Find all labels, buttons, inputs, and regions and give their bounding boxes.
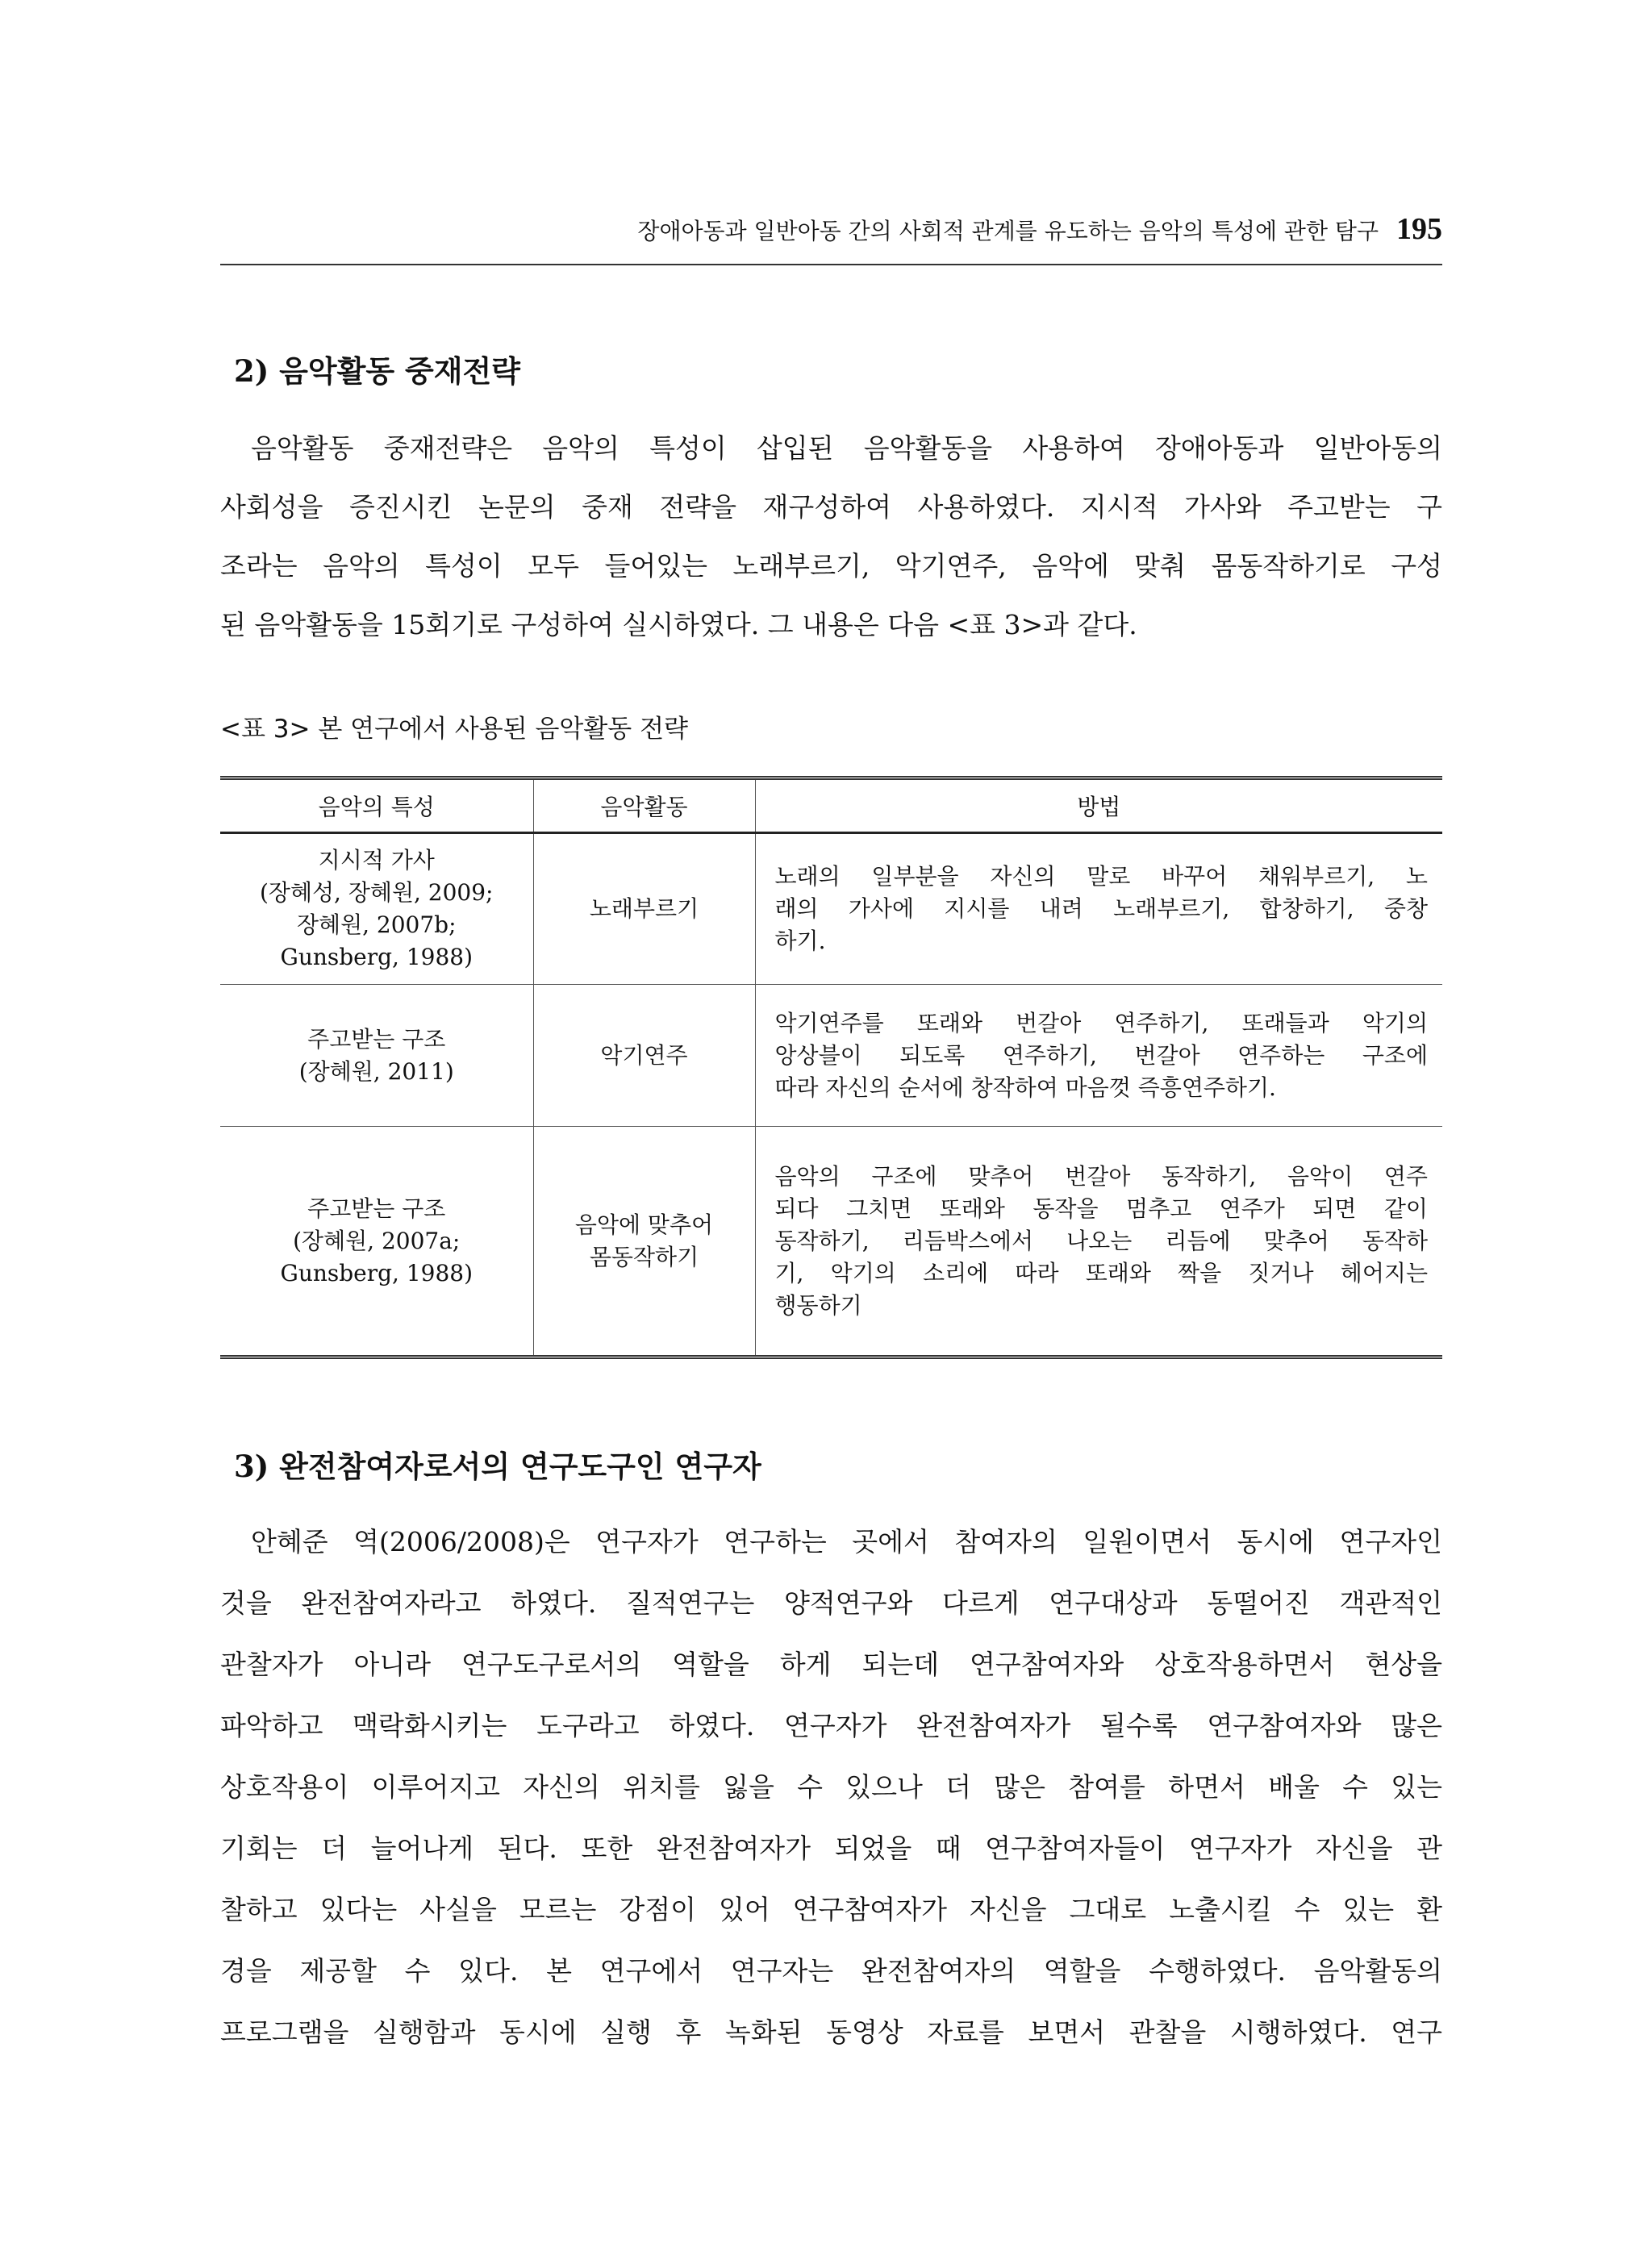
cell-line: 기, 악기의 소리에 따라 또래와 짝을 짓거나 헤어지는 bbox=[774, 1259, 1428, 1286]
cell-line: 주고받는 구조 bbox=[307, 1195, 446, 1222]
table-caption: <표 3> 본 연구에서 사용된 음악활동 전략 bbox=[220, 715, 688, 744]
cell-line: 따라 자신의 순서에 창작하여 마음껏 즉흥연주하기. bbox=[774, 1074, 1276, 1101]
cell-line: Gunsberg, 1988) bbox=[280, 944, 473, 970]
paragraph-line: 안혜준 역(2006/2008)은 연구자가 연구하는 곳에서 참여자의 일원이면서 동시에 연구자인 bbox=[251, 1526, 1442, 1557]
activity-cell bbox=[533, 985, 755, 1127]
strategy-table bbox=[220, 776, 1442, 1359]
cell-line: 동작하기, 리듬박스에서 나오는 리듬에 맞추어 동작하 bbox=[774, 1227, 1428, 1254]
cell-line: 앙상블이 되도록 연주하기, 번갈아 연주하는 구조에 bbox=[774, 1041, 1428, 1069]
column-header: 방법 bbox=[755, 778, 1442, 833]
section-heading-2: 2) 음악활동 중재전략 bbox=[234, 353, 520, 389]
cell-line: 노래부르기 bbox=[589, 895, 699, 922]
running-header bbox=[220, 211, 1442, 252]
activity-cell bbox=[533, 833, 755, 985]
table-row bbox=[220, 985, 1442, 1127]
cell-line: 주고받는 구조 bbox=[307, 1025, 446, 1053]
cell-line: 하기. bbox=[774, 928, 826, 954]
table-row bbox=[220, 833, 1442, 985]
paragraph-line: 찰하고 있다는 사실을 모르는 강점이 있어 연구참여자가 자신을 그대로 노출시킬 수 있는 환 bbox=[220, 1894, 1442, 1925]
cell-line: 지시적 가사 bbox=[318, 847, 435, 874]
cell-line: 음악에 맞추어 bbox=[574, 1211, 714, 1238]
method-cell bbox=[755, 833, 1442, 985]
cell-line: 악기연주를 또래와 번갈아 연주하기, 또래들과 악기의 bbox=[774, 1009, 1428, 1036]
method-cell bbox=[755, 1127, 1442, 1357]
cell-line: (장혜성, 장혜원, 2009; bbox=[259, 879, 494, 906]
cell-line: (장혜원, 2007a; bbox=[293, 1227, 461, 1254]
paragraph-line: 된 음악활동을 15회기로 구성하여 실시하였다. 그 내용은 다음 <표 3>과 같다. bbox=[220, 609, 1137, 640]
activity-cell bbox=[533, 1127, 755, 1357]
feature-cell bbox=[220, 985, 533, 1127]
paragraph-line: 관찰자가 아니라 연구도구로서의 역할을 하게 되는데 연구참여자와 상호작용하면서 현상을 bbox=[220, 1649, 1442, 1680]
cell-line: Gunsberg, 1988) bbox=[280, 1259, 473, 1286]
table-row bbox=[220, 1127, 1442, 1357]
feature-cell bbox=[220, 1127, 533, 1357]
cell-line: 음악의 구조에 맞추어 번갈아 동작하기, 음악이 연주 bbox=[774, 1162, 1428, 1190]
column-header: 음악활동 bbox=[533, 778, 755, 833]
page-number: 195 bbox=[1396, 212, 1442, 246]
cell-line: 되다 그치면 또래와 동작을 멈추고 연주가 되면 같이 bbox=[774, 1195, 1428, 1222]
paragraph-line: 사회성을 증진시킨 논문의 중재 전략을 재구성하여 사용하였다. 지시적 가사와 주고받는 구 bbox=[220, 491, 1442, 523]
running-title: 장애아동과 일반아동 간의 사회적 관계를 유도하는 음악의 특성에 관한 탐구 bbox=[637, 218, 1379, 244]
cell-line: 악기연주 bbox=[600, 1041, 688, 1069]
paragraph-line: 조라는 음악의 특성이 모두 들어있는 노래부르기, 악기연주, 음악에 맞춰 몸동작하기로 구성 bbox=[220, 550, 1442, 582]
cell-line: 행동하기 bbox=[774, 1291, 862, 1319]
paragraph-line: 음악활동 중재전략은 음악의 특성이 삽입된 음악활동을 사용하여 장애아동과 일반아동의 bbox=[251, 432, 1442, 464]
cell-line: 래의 가사에 지시를 내려 노래부르기, 합창하기, 중창 bbox=[774, 895, 1428, 922]
paragraph-line: 상호작용이 이루어지고 자신의 위치를 잃을 수 있으나 더 많은 참여를 하면서 배울 수 있는 bbox=[220, 1771, 1442, 1803]
paragraph-line: 기회는 더 늘어나게 된다. 또한 완전참여자가 되었을 때 연구참여자들이 연구자가 자신을 관 bbox=[220, 1833, 1442, 1864]
paragraph-line: 파악하고 맥락화시키는 도구라고 하였다. 연구자가 완전참여자가 될수록 연구참여자와 많은 bbox=[220, 1710, 1442, 1741]
table-header-row bbox=[220, 778, 1442, 833]
method-cell bbox=[755, 985, 1442, 1127]
cell-line: (장혜원, 2011) bbox=[298, 1057, 454, 1085]
section-heading-3: 3) 완전참여자로서의 연구도구인 연구자 bbox=[234, 1449, 761, 1484]
paragraph-line: 프로그램을 실행함과 동시에 실행 후 녹화된 동영상 자료를 보면서 관찰을 시행하였다. 연구 bbox=[220, 2016, 1442, 2048]
cell-line: 장혜원, 2007b; bbox=[296, 911, 457, 938]
header-rule bbox=[220, 264, 1442, 265]
cell-line: 노래의 일부분을 자신의 말로 바꾸어 채워부르기, 노 bbox=[774, 863, 1428, 890]
feature-cell bbox=[220, 833, 533, 985]
paragraph-line: 것을 완전참여자라고 하였다. 질적연구는 양적연구와 다르게 연구대상과 동떨어진 객관적인 bbox=[220, 1587, 1442, 1619]
cell-line: 몸동작하기 bbox=[589, 1243, 699, 1270]
paragraph-line: 경을 제공할 수 있다. 본 연구에서 연구자는 완전참여자의 역할을 수행하였다. 음악활동의 bbox=[220, 1955, 1442, 1987]
column-header: 음악의 특성 bbox=[220, 778, 533, 833]
